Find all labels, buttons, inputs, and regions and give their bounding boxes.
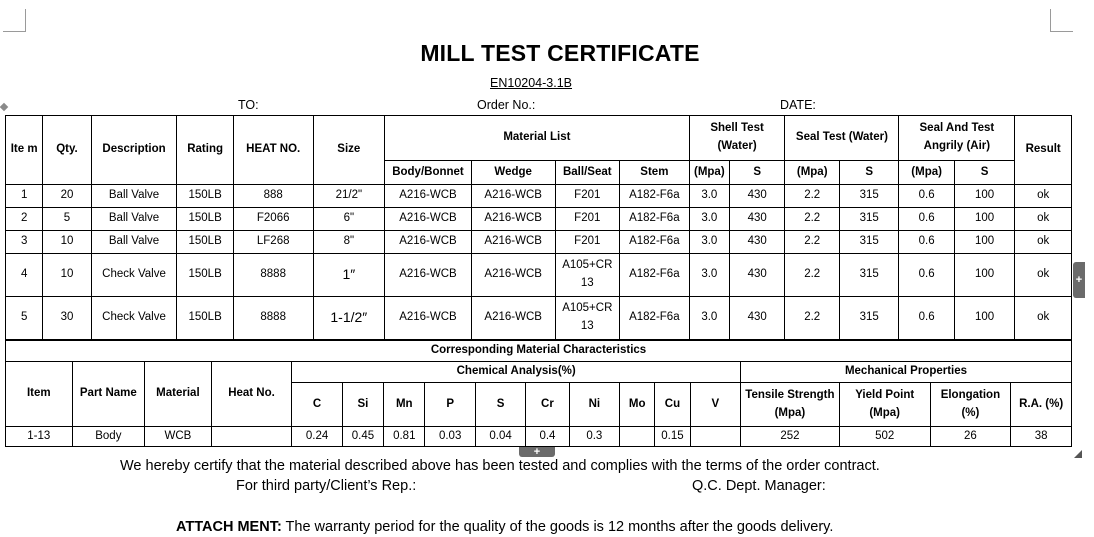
cell-stem: A182-F6a [620,297,690,340]
cell-size: 8" [313,231,385,254]
cell-item: 1 [6,185,43,208]
char-elongation: 26 [930,427,1011,447]
header-ball-seat: Ball/Seat [555,161,620,185]
cell-air-mpa: 0.6 [899,208,954,231]
char-header-item: Item [6,362,73,427]
cell-result: ok [1015,297,1072,340]
third-party-label: For third party/Client’s Rep.: [236,478,417,494]
element-header-mo: Mo [620,383,655,427]
element-value-cr: 0.4 [526,427,569,447]
char-header-ra: R.A. (%) [1011,383,1072,427]
crop-mark-top-left [3,9,26,32]
cell-size: 21/2" [313,185,385,208]
char-heat-no [211,427,292,447]
cell-qty: 5 [43,208,91,231]
qc-manager-label: Q.C. Dept. Manager: [692,478,826,494]
material-characteristics-table [5,340,1072,447]
char-part-name: Body [72,427,145,447]
char-ra: 38 [1011,427,1072,447]
cell-item: 4 [6,254,43,297]
cell-rating: 150LB [177,185,233,208]
cell-item: 3 [6,231,43,254]
header-item: Ite m [6,116,43,185]
cell-air-s: 100 [954,185,1015,208]
cell-heat-no: F2066 [233,208,313,231]
cell-wedge: A216-WCB [471,297,555,340]
cell-air-s: 100 [954,208,1015,231]
element-value-s: 0.04 [475,427,525,447]
cell-seal-mpa: 2.2 [785,297,839,340]
cell-description: Ball Valve [91,208,177,231]
cell-ball-seat: F201 [555,231,620,254]
test-results-table [5,115,1072,340]
cell-air-mpa: 0.6 [899,231,954,254]
cell-ball-seat: F201 [555,208,620,231]
cell-result: ok [1015,231,1072,254]
header-result: Result [1015,116,1072,185]
header-heat-no: HEAT NO. [233,116,313,185]
cell-result: ok [1015,208,1072,231]
cell-item: 5 [6,297,43,340]
header-material-list: Material List [385,116,690,161]
cell-rating: 150LB [177,254,233,297]
cell-seal-mpa: 2.2 [785,254,839,297]
table-resize-handle-icon[interactable] [1074,450,1082,458]
char-header-part-name: Part Name [72,362,145,427]
cell-size: 6" [313,208,385,231]
char-item: 1-13 [6,427,73,447]
cell-shell-mpa: 3.0 [689,297,729,340]
cell-stem: A182-F6a [620,231,690,254]
cell-qty: 10 [43,231,91,254]
table-row [6,185,1072,208]
to-label: TO: [238,98,259,112]
cell-result: ok [1015,254,1072,297]
cell-seal-s: 315 [839,208,898,231]
order-no-label: Order No.: [477,98,536,112]
header-seal-s: S [839,161,898,185]
cell-air-s: 100 [954,231,1015,254]
cell-result: ok [1015,185,1072,208]
certification-statement: We hereby certify that the material described above has been tested and complies with the terms of the order contract. [120,458,880,474]
element-value-mo [620,427,655,447]
element-header-mn: Mn [384,383,425,427]
cell-seal-mpa: 2.2 [785,231,839,254]
header-qty: Qty. [43,116,91,185]
cell-shell-s: 430 [730,297,785,340]
header-air-s: S [954,161,1015,185]
cell-seal-s: 315 [839,254,898,297]
table-row [6,297,1072,340]
cell-body-bonnet: A216-WCB [385,254,472,297]
header-shell-mpa: (Mpa) [689,161,729,185]
cell-qty: 10 [43,254,91,297]
header-description: Description [91,116,177,185]
cell-description: Ball Valve [91,185,177,208]
cell-stem: A182-F6a [620,208,690,231]
cell-shell-s: 430 [730,208,785,231]
cell-stem: A182-F6a [620,254,690,297]
cell-rating: 150LB [177,297,233,340]
cell-body-bonnet: A216-WCB [385,208,472,231]
table-row [6,254,1072,297]
header-shell-s: S [730,161,785,185]
attachment-label: ATTACH MENT: [176,519,282,535]
cell-shell-mpa: 3.0 [689,254,729,297]
cell-shell-s: 430 [730,185,785,208]
test-results-rows [6,185,1072,340]
char-material: WCB [145,427,212,447]
element-header-v: V [690,383,740,427]
element-header-p: P [425,383,475,427]
chem-analysis-title: Chemical Analysis(%) [292,362,741,383]
characteristics-title: Corresponding Material Characteristics [6,341,1072,362]
standard-reference: EN10204-3.1B [490,76,573,90]
cell-seal-s: 315 [839,185,898,208]
cell-wedge: A216-WCB [471,208,555,231]
cell-item: 2 [6,208,43,231]
table-row [6,208,1072,231]
cell-shell-mpa: 3.0 [689,208,729,231]
element-header-ni: Ni [569,383,619,427]
cell-ball-seat: A105+CR 13 [555,297,620,340]
cell-stem: A182-F6a [620,185,690,208]
element-header-cr: Cr [526,383,569,427]
cell-wedge: A216-WCB [471,254,555,297]
header-seal-air-test: Seal And Test Angrily (Air) [899,116,1015,161]
document-title: MILL TEST CERTIFICATE [420,40,700,66]
cell-body-bonnet: A216-WCB [385,231,472,254]
element-header-cu: Cu [655,383,690,427]
char-header-material: Material [145,362,212,427]
element-value-p: 0.03 [425,427,475,447]
header-air-mpa: (Mpa) [899,161,954,185]
cell-size: 1-1/2″ [313,297,385,340]
cell-wedge: A216-WCB [471,231,555,254]
table-move-handle-icon[interactable] [0,103,8,111]
cell-heat-no: LF268 [233,231,313,254]
element-header-si: Si [342,383,383,427]
cell-qty: 30 [43,297,91,340]
cell-qty: 20 [43,185,91,208]
char-yield: 502 [839,427,930,447]
cell-rating: 150LB [177,231,233,254]
header-seal-test: Seal Test (Water) [785,116,899,161]
char-header-tensile: Tensile Strength (Mpa) [741,383,840,427]
element-header-s: S [475,383,525,427]
cell-air-mpa: 0.6 [899,297,954,340]
cell-shell-mpa: 3.0 [689,231,729,254]
element-header-c: C [292,383,342,427]
cell-shell-mpa: 3.0 [689,185,729,208]
cell-description: Check Valve [91,254,177,297]
add-column-handle[interactable]: + [1073,262,1085,298]
cell-wedge: A216-WCB [471,185,555,208]
cell-ball-seat: F201 [555,185,620,208]
cell-body-bonnet: A216-WCB [385,297,472,340]
attachment-note [176,519,833,535]
attachment-text: The warranty period for the quality of the goods is 12 months after the goods delivery. [281,519,834,535]
cell-seal-mpa: 2.2 [785,208,839,231]
cell-seal-s: 315 [839,297,898,340]
cell-description: Ball Valve [91,231,177,254]
cell-body-bonnet: A216-WCB [385,185,472,208]
cell-description: Check Valve [91,297,177,340]
cell-shell-s: 430 [730,231,785,254]
cell-seal-s: 315 [839,231,898,254]
header-shell-test: Shell Test (Water) [689,116,785,161]
element-value-cu: 0.15 [655,427,690,447]
crop-mark-top-right [1050,9,1073,32]
cell-air-mpa: 0.6 [899,254,954,297]
char-tensile: 252 [741,427,840,447]
header-wedge: Wedge [471,161,555,185]
cell-size: 1″ [313,254,385,297]
char-header-yield: Yield Point (Mpa) [839,383,930,427]
cell-rating: 150LB [177,208,233,231]
header-stem: Stem [620,161,690,185]
cell-heat-no: 8888 [233,297,313,340]
header-seal-mpa: (Mpa) [785,161,839,185]
cell-heat-no: 8888 [233,254,313,297]
date-label: DATE: [780,98,816,112]
cell-shell-s: 430 [730,254,785,297]
header-body-bonnet: Body/Bonnet [385,161,472,185]
cell-seal-mpa: 2.2 [785,185,839,208]
element-value-c: 0.24 [292,427,342,447]
header-size: Size [313,116,385,185]
element-value-mn: 0.81 [384,427,425,447]
cell-heat-no: 888 [233,185,313,208]
element-value-si: 0.45 [342,427,383,447]
mech-properties-title: Mechanical Properties [741,362,1072,383]
cell-air-mpa: 0.6 [899,185,954,208]
char-header-elongation: Elongation (%) [930,383,1011,427]
element-value-ni: 0.3 [569,427,619,447]
char-header-heat-no: Heat No. [211,362,292,427]
cell-air-s: 100 [954,297,1015,340]
cell-ball-seat: A105+CR 13 [555,254,620,297]
add-row-handle[interactable]: + [519,447,555,457]
header-rating: Rating [177,116,233,185]
element-value-v [690,427,740,447]
table-row [6,231,1072,254]
cell-air-s: 100 [954,254,1015,297]
